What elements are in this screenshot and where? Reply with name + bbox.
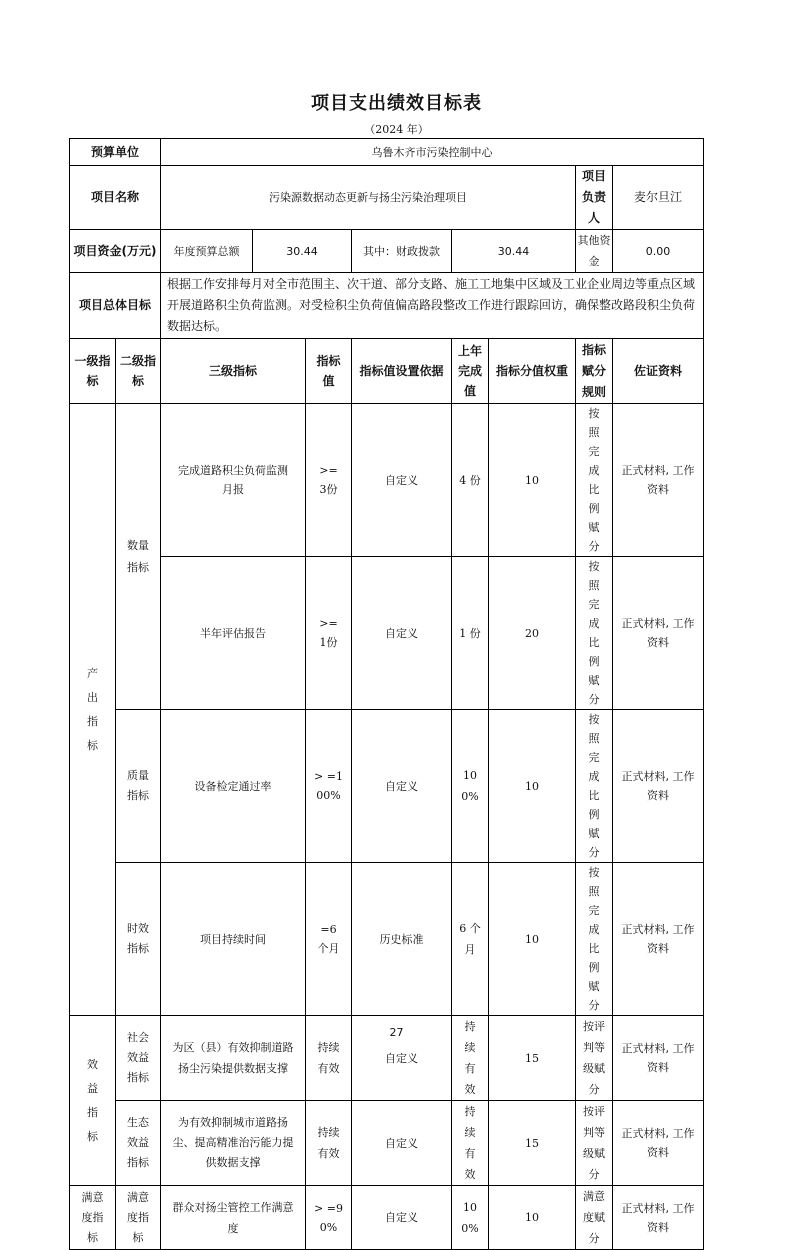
last-year-cell: 6 个月	[452, 863, 489, 1016]
goal-value: 根据工作安排每月对全市范围主、次干道、部分支路、施工工地集中区域及工业企业周边等重点区域开展道路积尘负荷监测。对受检积尘负荷值偏高路段整改工作进行跟踪回访，确保整改路段积尘负荷数据达标。	[161, 273, 704, 339]
indicator-cell: 为有效抑制城市道路扬尘、提高精准治污能力提供数据支撑	[161, 1101, 306, 1186]
rule-cell: 按照完成比例赋分	[576, 557, 613, 710]
project-name-value: 污染源数据动态更新与扬尘污染治理项目	[161, 166, 576, 230]
evidence-cell: 正式材料, 工作资料	[613, 1101, 704, 1186]
last-year-cell: 持续有效	[452, 1016, 489, 1101]
table-row	[70, 1186, 704, 1250]
value-cell: =6 个月	[306, 863, 352, 1016]
budget-unit-value: 乌鲁木齐市污染控制中心	[161, 139, 704, 166]
subgroup-timeliness: 时效指标	[116, 863, 161, 1016]
value-cell: > =90%	[306, 1186, 352, 1250]
group-satisfaction: 满意度指标	[70, 1186, 116, 1250]
budget-unit-label: 预算单位	[70, 139, 161, 166]
basis-cell: 历史标准	[352, 863, 452, 1016]
header-weight: 指标分值权重	[489, 339, 576, 404]
basis-cell: 自定义	[352, 404, 452, 557]
project-name-label: 项目名称	[70, 166, 161, 230]
table-row	[70, 1101, 704, 1186]
year-label: （2024 年）	[364, 123, 429, 136]
value-cell: > =100%	[306, 710, 352, 863]
header-level3: 三级指标	[161, 339, 306, 404]
evidence-cell: 正式材料, 工作资料	[613, 404, 704, 557]
group-output: 产出指标	[70, 404, 116, 1016]
weight-cell: 10	[489, 404, 576, 557]
page-number: 27	[389, 1026, 404, 1039]
basis-cell: 自定义	[352, 557, 452, 710]
evidence-cell: 正式材料, 工作资料	[613, 710, 704, 863]
rule-cell: 按评判等级赋分	[576, 1101, 613, 1186]
row-funds	[70, 230, 704, 273]
rule-cell: 按照完成比例赋分	[576, 710, 613, 863]
indicator-cell: 群众对扬尘管控工作满意度	[161, 1186, 306, 1250]
row-budget-unit	[70, 139, 704, 166]
indicator-cell: 半年评估报告	[161, 557, 306, 710]
page-title: 项目支出绩效目标表	[311, 93, 482, 114]
weight-cell: 15	[489, 1016, 576, 1101]
basis-cell: 自定义	[352, 1186, 452, 1250]
rule-cell: 满意度赋分	[576, 1186, 613, 1250]
header-level1: 一级指标	[70, 339, 116, 404]
project-leader-label: 项目负责人	[576, 166, 613, 230]
fiscal-label: 其中：财政拨款	[352, 230, 452, 273]
rule-cell: 按评判等级赋分	[576, 1016, 613, 1101]
weight-cell: 10	[489, 863, 576, 1016]
table-row	[70, 863, 704, 1016]
last-year-cell: 1 份	[452, 557, 489, 710]
performance-table	[69, 138, 704, 1250]
table-row	[70, 710, 704, 863]
table-row	[70, 404, 704, 557]
value-cell: >=1份	[306, 557, 352, 710]
header-value: 指标值	[306, 339, 352, 404]
weight-cell: 20	[489, 557, 576, 710]
value-cell: 持续有效	[306, 1016, 352, 1101]
other-funds-label: 其他资金	[576, 230, 613, 273]
basis-cell: 自定义	[352, 710, 452, 863]
table-row	[70, 557, 704, 710]
weight-cell: 10	[489, 710, 576, 863]
weight-cell: 15	[489, 1101, 576, 1186]
fiscal-value: 30.44	[452, 230, 576, 273]
project-leader-value: 麦尔旦江	[613, 166, 704, 230]
header-level2: 二级指标	[116, 339, 161, 404]
annual-budget-label: 年度预算总额	[161, 230, 253, 273]
header-rule: 指标赋分规则	[576, 339, 613, 404]
subgroup-quality: 质量指标	[116, 710, 161, 863]
rule-cell: 按照完成比例赋分	[576, 863, 613, 1016]
row-goal	[70, 273, 704, 339]
value-cell: >=3份	[306, 404, 352, 557]
other-funds-value: 0.00	[613, 230, 704, 273]
evidence-cell: 正式材料, 工作资料	[613, 1186, 704, 1250]
indicator-cell: 为区（县）有效抑制道路扬尘污染提供数据支撑	[161, 1016, 306, 1101]
weight-cell: 10	[489, 1186, 576, 1250]
header-last-year: 上年完成值	[452, 339, 489, 404]
goal-label: 项目总体目标	[70, 273, 161, 339]
last-year-cell: 4 份	[452, 404, 489, 557]
value-cell: 持续有效	[306, 1101, 352, 1186]
header-evidence: 佐证资料	[613, 339, 704, 404]
header-basis: 指标值设置依据	[352, 339, 452, 404]
subgroup-quantity: 数量指标	[116, 404, 161, 710]
group-benefit: 效益指标	[70, 1016, 116, 1186]
last-year-cell: 持续有效	[452, 1101, 489, 1186]
indicator-cell: 项目持续时间	[161, 863, 306, 1016]
indicator-cell: 完成道路积尘负荷监测月报	[161, 404, 306, 557]
evidence-cell: 正式材料, 工作资料	[613, 557, 704, 710]
basis-cell: 自定义	[352, 1101, 452, 1186]
evidence-cell: 正式材料, 工作资料	[613, 1016, 704, 1101]
indicator-cell: 设备检定通过率	[161, 710, 306, 863]
subgroup-satisfaction: 满意度指标	[116, 1186, 161, 1250]
subgroup-ecological: 生态效益指标	[116, 1101, 161, 1186]
last-year-cell: 100%	[452, 710, 489, 863]
evidence-cell: 正式材料, 工作资料	[613, 863, 704, 1016]
subgroup-social: 社会效益指标	[116, 1016, 161, 1101]
rule-cell: 按照完成比例赋分	[576, 404, 613, 557]
row-project-name	[70, 166, 704, 230]
last-year-cell: 100%	[452, 1186, 489, 1250]
annual-budget-value: 30.44	[253, 230, 352, 273]
basis-cell: 自定义	[352, 1016, 452, 1101]
row-headers	[70, 339, 704, 404]
funds-label: 项目资金(万元)	[70, 230, 161, 273]
